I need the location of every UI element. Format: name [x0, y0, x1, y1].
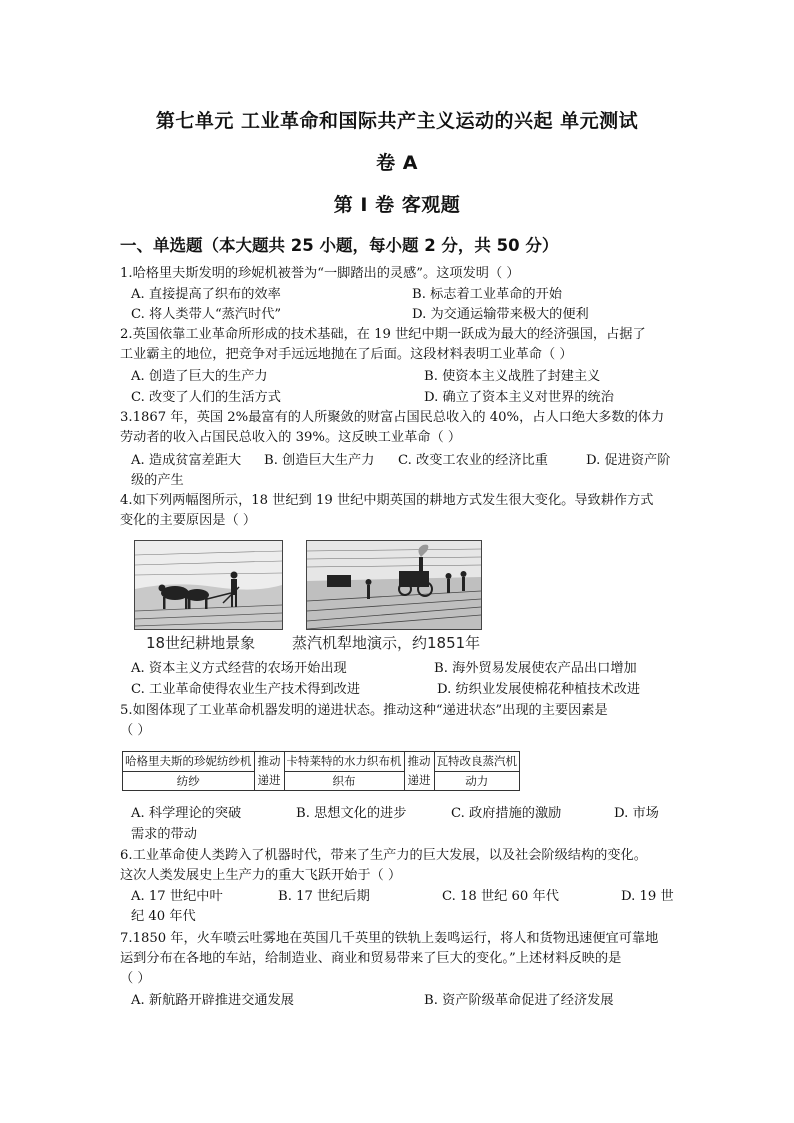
flow-connector-1 [255, 751, 284, 791]
flow-connector-2 [405, 751, 434, 791]
exam-title-line2: 卷 A [376, 152, 418, 174]
question-4-stem-2: 变化的主要原因是（ ） [120, 513, 257, 528]
question-6-option-c: C. 18 世纪 60 年代 [442, 889, 559, 904]
question-6-option-d: D. 19 世 [621, 889, 674, 904]
question-2-option-c: C. 改变了人们的生活方式 [131, 390, 281, 405]
question-4-stem-1: 4.如下列两幅图所示，18 世纪到 19 世纪中期英国的耕地方式发生很大变化。导致耕作方式 [120, 493, 654, 508]
question-2-option-a: A. 创造了巨大的生产力 [131, 369, 268, 384]
photo-steam-ploughing-1851 [306, 540, 482, 630]
question-7-option-a: A. 新航路开辟推进交通发展 [131, 993, 294, 1008]
caption-18th-century-ploughing: 18世纪耕地景象 [146, 634, 256, 652]
question-2-stem-1: 2.英国依靠工业革命所形成的技术基础，在 19 世纪中期一跃成为最大的经济强国，占据了 [120, 327, 646, 342]
question-1-option-b: B. 标志着工业革命的开始 [412, 287, 562, 302]
photo-18th-century-ploughing [134, 540, 283, 630]
flow-box-steam-engine [434, 751, 521, 791]
flow-box-spinning-jenny [122, 751, 255, 791]
question-4-option-c: C. 工业革命使得农业生产技术得到改进 [131, 682, 361, 697]
flow-box-power-loom [284, 751, 405, 791]
question-6-option-cont: 纪 40 年代 [131, 909, 196, 924]
question-7-stem-3: （ ） [120, 971, 151, 986]
question-2-option-d: D. 确立了资本主义对世界的统治 [424, 390, 614, 405]
question-1-option-a: A. 直接提高了织布的效率 [131, 287, 281, 302]
question-3-option-cont: 级的产生 [131, 473, 184, 488]
question-6-stem-1: 6.工业革命使人类跨入了机器时代，带来了生产力的巨大发展，以及社会阶级结构的变化。 [120, 848, 647, 863]
flow-connector-2-bot: 递进 [407, 773, 431, 787]
flow-box-2-label: 织布 [332, 774, 356, 788]
flow-connector-1-top: 推动 [257, 754, 281, 768]
question-7-stem-2: 运到分布在各地的车站，给制造业、商业和贸易带来了巨大的变化。”上述材料反映的是 [120, 951, 622, 966]
question-3-option-a: A. 造成贫富差距大 [131, 453, 242, 468]
question-7-stem-1: 7.1850 年，火车喷云吐雾地在英国几千英里的铁轨上轰鸣运行，将人和货物迅速便宜可靠地 [120, 931, 659, 946]
flow-box-3-label: 动力 [465, 774, 489, 788]
question-5-option-a: A. 科学理论的突破 [131, 806, 242, 821]
question-2-stem-2: 工业霸主的地位，把竞争对手远远地抛在了后面。这段材料表明工业革命（ ） [120, 347, 573, 362]
question-3-option-d: D. 促进资产阶 [586, 453, 671, 468]
question-2-option-b: B. 使资本主义战胜了封建主义 [424, 369, 601, 384]
exam-subtitle: 第 I 卷 客观题 [333, 194, 461, 216]
question-7-option-b: B. 资产阶级革命促进了经济发展 [424, 993, 614, 1008]
section-heading: 一、单选题（本大题共 25 小题，每小题 2 分，共 50 分） [120, 236, 559, 255]
flow-box-1-title: 哈格里夫斯的珍妮纺纱机 [123, 752, 254, 772]
flow-box-1-label: 纺纱 [176, 774, 200, 788]
question-5-option-c: C. 政府措施的激励 [451, 806, 562, 821]
question-1-option-c: C. 将人类带人“蒸汽时代” [131, 307, 282, 322]
question-5-stem-2: （ ） [120, 723, 151, 738]
question-3-option-c: C. 改变工农业的经济比重 [398, 453, 548, 468]
question-4-option-b: B. 海外贸易发展使农产品出口增加 [434, 661, 637, 676]
question-5-option-d: D. 市场 [614, 806, 659, 821]
invention-progression-diagram [122, 751, 520, 791]
flow-box-3-title: 瓦特改良蒸汽机 [435, 752, 520, 772]
question-3-stem-1: 3.1867 年，英国 2%最富有的人所聚敛的财富占国民总收入的 40%，占人口绝大多数的体力 [120, 410, 665, 425]
question-6-option-b: B. 17 世纪后期 [278, 889, 370, 904]
question-4-option-d: D. 纺织业发展使棉花种植技术改进 [437, 682, 641, 697]
question-1-option-d: D. 为交通运输带来极大的便利 [412, 307, 589, 322]
question-4-option-a: A. 资本主义方式经营的农场开始出现 [131, 661, 347, 676]
question-5-option-b: B. 思想文化的进步 [296, 806, 407, 821]
exam-title-line1: 第七单元 工业革命和国际共产主义运动的兴起 单元测试 [155, 110, 639, 132]
question-3-stem-2: 劳动者的收入占国民总收入的 39%。这反映工业革命（ ） [120, 430, 462, 445]
question-6-option-a: A. 17 世纪中叶 [131, 889, 223, 904]
caption-steam-ploughing: 蒸汽机犁地演示，约1851年 [292, 634, 481, 652]
flow-connector-2-top: 推动 [407, 754, 431, 768]
flow-connector-1-bot: 递进 [257, 773, 281, 787]
question-3-option-b: B. 创造巨大生产力 [264, 453, 375, 468]
question-1-stem: 1.哈格里夫斯发明的珍妮机被誉为“一脚踏出的灵感”。这项发明（ ） [120, 266, 520, 281]
question-6-stem-2: 这次人类发展史上生产力的重大飞跃开始于（ ） [120, 868, 402, 883]
flow-box-2-title: 卡特莱特的水力织布机 [285, 752, 404, 772]
question-5-option-cont: 需求的带动 [131, 827, 197, 842]
question-5-stem-1: 5.如图体现了工业革命机器发明的递进状态。推动这种“递进状态”出现的主要因素是 [120, 703, 608, 718]
